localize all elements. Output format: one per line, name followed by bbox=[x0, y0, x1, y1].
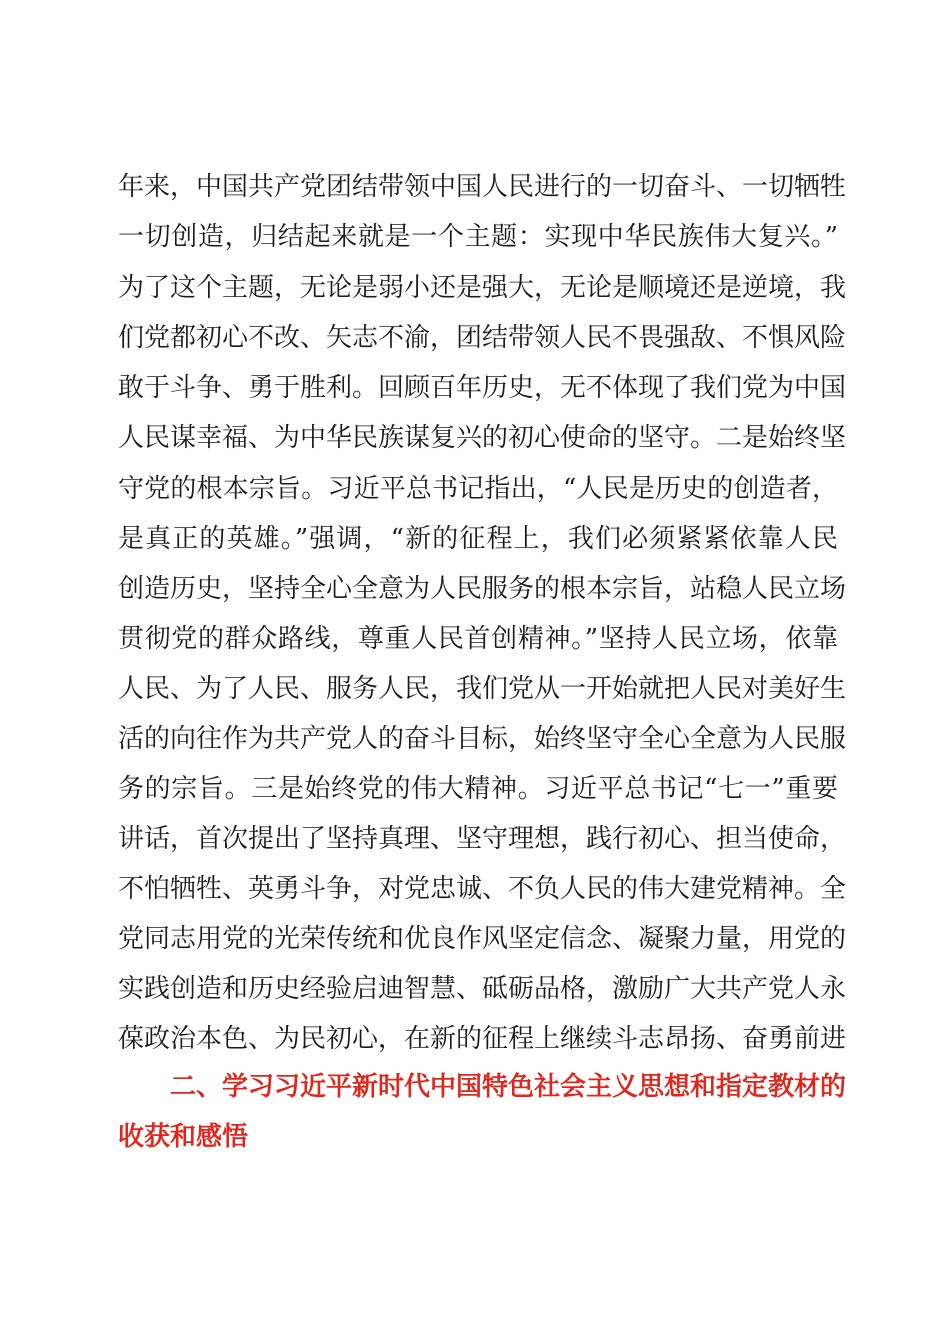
body-line-11: 人民、为了人民、服务人民，我们党从一开始就把人民对美好生 bbox=[118, 674, 847, 704]
body-line-6: 人民谋幸福、为中华民族谋复兴的初心使命的坚守。二是始终坚 bbox=[118, 423, 847, 453]
section-heading-line-2: 收获和感悟 bbox=[118, 1122, 249, 1152]
body-line-14: 讲话，首次提出了坚持真理、坚守理想，践行初心、担当使命， bbox=[118, 824, 847, 854]
body-line-15: 不怕牺牲、英勇斗争，对党忠诚、不负人民的伟大建党精神。全 bbox=[118, 874, 847, 904]
body-line-3: 为了这个主题，无论是弱小还是强大，无论是顺境还是逆境，我 bbox=[118, 273, 847, 303]
body-line-18: 葆政治本色、为民初心，在新的征程上继续斗志昂扬、奋勇前进 bbox=[118, 1024, 847, 1054]
body-line-4: 们党都初心不改、矢志不渝，团结带领人民不畏强敌、不惧风险 bbox=[118, 323, 847, 353]
body-line-2: 一切创造，归结起来就是一个主题：实现中华民族伟大复兴。” bbox=[118, 222, 838, 252]
body-line-8: 是真正的英雄。”强调，“新的征程上，我们必须紧紧依靠人民 bbox=[118, 524, 838, 554]
body-line-16: 党同志用党的光荣传统和优良作风坚定信念、凝聚力量，用党的 bbox=[118, 924, 847, 954]
body-line-1: 年来，中国共产党团结带领中国人民进行的一切奋斗、一切牺牲 bbox=[118, 172, 847, 202]
body-line-13: 务的宗旨。三是始终党的伟大精神。习近平总书记“七一”重要 bbox=[118, 774, 838, 804]
body-line-5: 敢于斗争、勇于胜利。回顾百年历史，无不体现了我们党为中国 bbox=[118, 373, 847, 403]
body-line-7: 守党的根本宗旨。习近平总书记指出，“人民是历史的创造者， bbox=[118, 474, 838, 504]
body-line-17: 实践创造和历史经验启迪智慧、砥砺品格，激励广大共产党人永 bbox=[118, 974, 847, 1004]
body-line-12: 活的向往作为共产党人的奋斗目标，始终坚守全心全意为人民服 bbox=[118, 724, 847, 754]
body-line-9: 创造历史，坚持全心全意为人民服务的根本宗旨，站稳人民立场 bbox=[118, 574, 847, 604]
body-line-10: 贯彻党的群众路线，尊重人民首创精神。”坚持人民立场，依靠 bbox=[118, 624, 838, 654]
section-heading-line-1: 二、学习习近平新时代中国特色社会主义思想和指定教材的 bbox=[170, 1072, 847, 1102]
